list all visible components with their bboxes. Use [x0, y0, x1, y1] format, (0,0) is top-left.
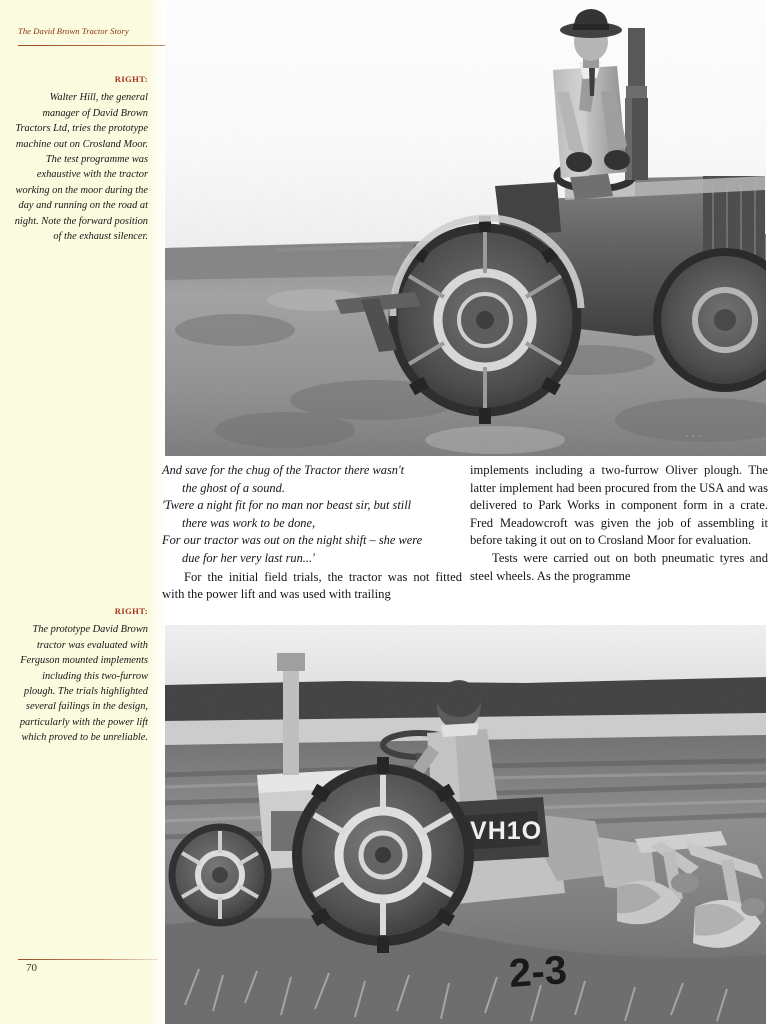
verse-line: the ghost of a sound. — [182, 480, 285, 495]
footer-rule — [18, 959, 158, 960]
body-paragraph: For the initial field trials, the tractor was not fitted with the power lift and was used with trailing — [162, 569, 462, 602]
page-number: 70 — [26, 962, 37, 974]
caption-text: Walter Hill, the general manager of David Brown Tractors Ltd, tries the prototype machine out on Crosland Moor. The test programme was exhaustive with the tractor working on the moor during the day and running on the road at night. Note the forward position of the exhaust silencer. — [14, 92, 148, 243]
verse-block — [162, 462, 462, 568]
verse-line: 'Twere a night fit for no man nor beast sir, but still — [162, 498, 412, 513]
body-paragraph: Tests were carried out on both pneumatic tyres and steel wheels. As the programme — [470, 550, 768, 583]
caption-top — [12, 72, 148, 244]
svg-text:· · ·: · · · — [685, 431, 702, 443]
photo-prototype-with-plough — [165, 625, 766, 1024]
body-column-left — [162, 462, 462, 604]
body-column-right — [470, 462, 768, 585]
caption-bottom — [12, 604, 148, 746]
running-head: The David Brown Tractor Story — [18, 26, 129, 36]
verse-line: due for her very last run...' — [182, 550, 315, 565]
body-paragraph: implements including a two-furrow Oliver plough. The latter implement had been procured from the USA and was delivered to Park Works in component form in a crate. Fred Meadowcroft was given the job of assembling it before taking it out on to Crosland Moor for evaluation. — [470, 463, 768, 548]
verse-line: And save for the chug of the Tractor there wasn't — [162, 463, 405, 477]
photo-bottom-image — [165, 625, 766, 1024]
caption-text: The prototype David Brown tractor was evaluated with Ferguson mounted implements including this two-furrow plough. The trials highlighted several failings in the design, particularly with the power lift which proved to be unreliable. — [19, 624, 148, 744]
caption-kicker: RIGHT: — [114, 74, 148, 84]
photo-top-image — [165, 0, 766, 456]
photo-walter-hill-on-prototype — [165, 0, 766, 456]
caption-kicker: RIGHT: — [114, 606, 148, 616]
verse-line: there was work to be done, — [182, 515, 316, 530]
verse-line: For our tractor was out on the night shift – she were — [162, 533, 423, 548]
